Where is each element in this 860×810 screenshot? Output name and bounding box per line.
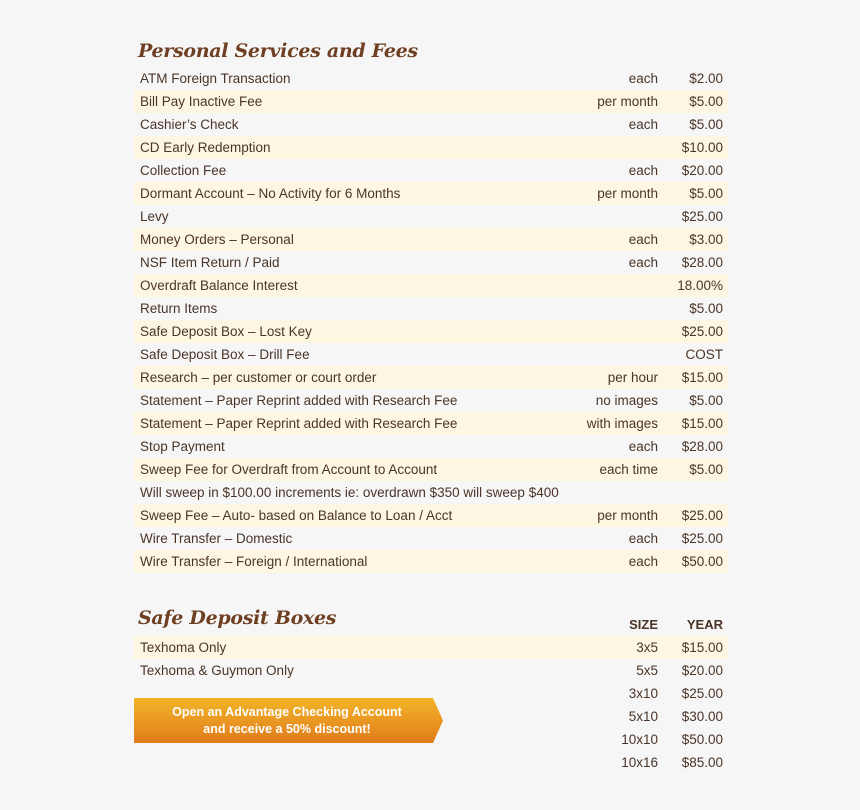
boxes-table-header — [134, 613, 728, 636]
fees-table — [134, 67, 728, 573]
fee-description: Levy — [140, 209, 169, 224]
fee-row — [134, 343, 728, 366]
fee-amount: $5.00 — [689, 117, 723, 132]
fee-unit: per month — [597, 508, 658, 523]
fee-amount: $20.00 — [681, 163, 723, 178]
fee-amount: $28.00 — [681, 255, 723, 270]
fee-description: Statement – Paper Reprint added with Research Fee — [140, 393, 458, 408]
fee-unit: each — [628, 232, 658, 247]
fee-description: ATM Foreign Transaction — [140, 71, 291, 86]
fee-unit: each — [628, 439, 658, 454]
fee-amount: $5.00 — [689, 301, 723, 316]
fee-amount: $5.00 — [689, 393, 723, 408]
box-price: $20.00 — [681, 663, 723, 678]
fee-row — [134, 90, 728, 113]
fee-unit: no images — [595, 393, 658, 408]
fee-amount: $15.00 — [681, 416, 723, 431]
fee-description: Collection Fee — [140, 163, 227, 178]
box-size: 3x5 — [636, 640, 658, 655]
fee-row — [134, 159, 728, 182]
fee-description: Stop Payment — [140, 439, 225, 454]
fee-description: Sweep Fee – Auto- based on Balance to Loan / Acct — [140, 508, 453, 523]
box-description: Texhoma Only — [140, 640, 227, 655]
box-size: 10x16 — [621, 755, 658, 770]
fee-row — [134, 297, 728, 320]
fee-row — [134, 435, 728, 458]
box-row — [134, 659, 728, 682]
fee-description: Overdraft Balance Interest — [140, 278, 298, 293]
fees-section-title: Personal Services and Fees — [138, 40, 418, 62]
fee-amount: $25.00 — [681, 508, 723, 523]
fee-description: Bill Pay Inactive Fee — [140, 94, 263, 109]
fee-row — [134, 274, 728, 297]
box-row — [134, 751, 728, 774]
box-row — [134, 636, 728, 659]
fee-row — [134, 205, 728, 228]
fee-row — [134, 504, 728, 527]
fee-amount: 18.00% — [677, 278, 723, 293]
fee-unit: with images — [586, 416, 658, 431]
box-size: 5x5 — [636, 663, 658, 678]
fee-description: Research – per customer or court order — [140, 370, 377, 385]
boxes-section-title: Safe Deposit Boxes — [138, 607, 337, 629]
fee-description: Wire Transfer – Domestic — [140, 531, 293, 546]
fee-description: Statement – Paper Reprint added with Research Fee — [140, 416, 458, 431]
fee-description: Safe Deposit Box – Lost Key — [140, 324, 312, 339]
fee-row — [134, 251, 728, 274]
fee-row — [134, 136, 728, 159]
fee-amount: $28.00 — [681, 439, 723, 454]
size-column-header: SIZE — [629, 617, 658, 632]
fee-amount: $10.00 — [681, 140, 723, 155]
fee-amount: $5.00 — [689, 186, 723, 201]
fee-row — [134, 389, 728, 412]
fee-row — [134, 67, 728, 90]
fee-unit: each — [628, 531, 658, 546]
fee-amount: $25.00 — [681, 209, 723, 224]
fee-row — [134, 481, 728, 504]
fee-amount: $3.00 — [689, 232, 723, 247]
fee-row — [134, 320, 728, 343]
fee-unit: per month — [597, 94, 658, 109]
fee-amount: $25.00 — [681, 531, 723, 546]
fee-row — [134, 527, 728, 550]
fee-description: Dormant Account – No Activity for 6 Months — [140, 186, 401, 201]
fee-unit: per month — [597, 186, 658, 201]
fee-row — [134, 182, 728, 205]
year-column-header: YEAR — [686, 617, 723, 632]
fee-amount: $25.00 — [681, 324, 723, 339]
fee-row — [134, 458, 728, 481]
fee-amount: $50.00 — [681, 554, 723, 569]
box-price: $30.00 — [681, 709, 723, 724]
fee-description: Return Items — [140, 301, 218, 316]
fee-unit: per hour — [607, 370, 658, 385]
box-size: 5x10 — [628, 709, 658, 724]
fee-amount: COST — [685, 347, 723, 362]
box-description: Texhoma & Guymon Only — [140, 663, 294, 678]
box-price: $15.00 — [681, 640, 723, 655]
fee-description: Sweep Fee for Overdraft from Account to Account — [140, 462, 438, 477]
fee-row — [134, 366, 728, 389]
fee-description: NSF Item Return / Paid — [140, 255, 280, 270]
promo-line-1: Open an Advantage Checking Account — [172, 705, 402, 719]
box-size: 10x10 — [621, 732, 658, 747]
promo-text — [134, 704, 440, 738]
fee-amount: $15.00 — [681, 370, 723, 385]
fee-description: Wire Transfer – Foreign / International — [140, 554, 368, 569]
fee-unit: each — [628, 554, 658, 569]
fee-description: Cashier’s Check — [140, 117, 239, 132]
fee-amount: $5.00 — [689, 94, 723, 109]
fee-row — [134, 550, 728, 573]
fee-row — [134, 412, 728, 435]
fee-description: Will sweep in $100.00 increments ie: overdrawn $350 will sweep $400 — [140, 485, 559, 500]
fee-unit: each — [628, 117, 658, 132]
fee-row — [134, 228, 728, 251]
promo-line-2: and receive a 50% discount! — [203, 722, 371, 736]
fee-description: CD Early Redemption — [140, 140, 271, 155]
box-price: $50.00 — [681, 732, 723, 747]
box-size: 3x10 — [628, 686, 658, 701]
box-price: $85.00 — [681, 755, 723, 770]
fee-unit: each — [628, 163, 658, 178]
fee-unit: each — [628, 255, 658, 270]
box-price: $25.00 — [681, 686, 723, 701]
fee-unit: each — [628, 71, 658, 86]
fee-description: Safe Deposit Box – Drill Fee — [140, 347, 310, 362]
fee-amount: $5.00 — [689, 462, 723, 477]
fee-amount: $2.00 — [689, 71, 723, 86]
promo-banner[interactable] — [134, 698, 444, 743]
fee-unit: each time — [599, 462, 658, 477]
fee-description: Money Orders – Personal — [140, 232, 294, 247]
fee-row — [134, 113, 728, 136]
